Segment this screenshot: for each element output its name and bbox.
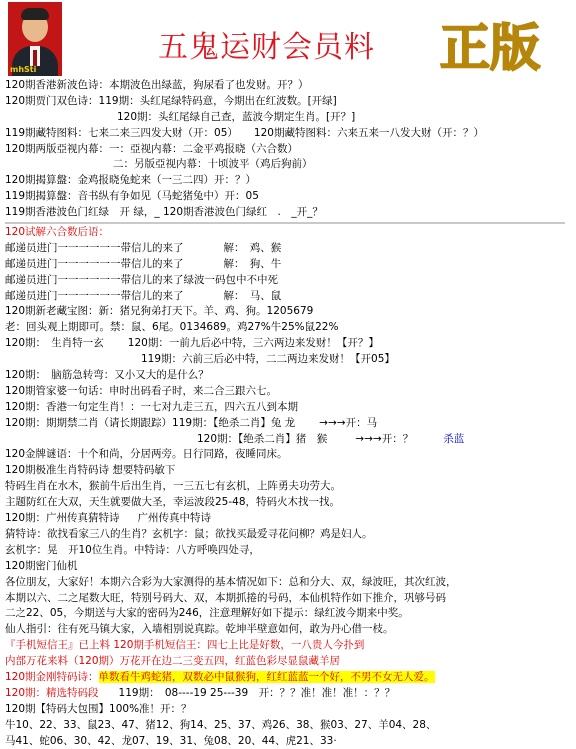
text-segment: 杀蓝 <box>443 432 465 445</box>
text-segment: →→→开：马 <box>319 416 378 429</box>
text-line: 特码生肖在水木，猴前牛后出生肖，一三五七有玄机，上阵勇夫功劳大。 <box>5 480 341 493</box>
text-line: 119期：六前三后必中特，二二两边来发财！【开05】 <box>141 353 395 366</box>
avatar <box>8 2 62 76</box>
text-line: 120金牌谜语：十个和尚，分居两旁。日行同路，夜睡同床。 <box>5 448 288 461</box>
text-line <box>5 126 573 142</box>
text-segment: 解： 鸡、猴 <box>223 241 282 254</box>
text-line: 仙人指引：往有死马镇大家，入墙相别说真踪。乾坤半壁意如何，敢为丹心借一枝。 <box>5 623 394 636</box>
text-segment: 120期： 生肖特一玄 <box>5 337 104 350</box>
text-segment: 邮递员进门一一一一一一带信儿的来了 <box>5 289 184 302</box>
text-line <box>5 511 573 527</box>
text-line <box>5 289 573 305</box>
section-divider <box>5 222 565 224</box>
text-line: 猜特诗：欲找看家三八的生肖？玄机字：鼠；欲找买最爱寻花问柳？鸡是妇人。 <box>5 527 373 540</box>
text-line <box>5 432 573 448</box>
text-line: 主题防红在大双，天生就要做大圣，幸运波段25-48，特码火木找一找。 <box>5 496 341 509</box>
text-line: 120期： 脑筋急转弯：又小又大的是什么？ <box>5 369 209 382</box>
text-line: 120期极准生肖特码诗 想要特码敏下 <box>5 464 176 477</box>
text-line: 120期：香港一句定生肖！：一七对九走三五，四六五八到本期 <box>5 400 299 413</box>
text-segment: 解： 狗、牛 <box>223 257 282 270</box>
text-line <box>5 416 573 432</box>
text-segment: →→→开：？ <box>355 432 414 445</box>
avatar-tie <box>33 50 37 66</box>
text-line: 玄机字：晃 开10位生肖。中特诗：八方呼唤四处寻， <box>5 543 260 556</box>
text-line: 老：回头观上期即可。禁：鼠、6尾。0134689。鸡27%牛25%鼠22% <box>5 321 339 334</box>
avatar-hair <box>21 8 49 20</box>
page-title: 五鬼运财会员料 <box>158 30 375 65</box>
text-segment: 120期：期期禁二肖（请长期跟踪）119期：【绝杀二肖】兔 龙 <box>5 416 296 429</box>
text-line: 牛10、22、33、鼠23、47、猪12、狗14、25、37、鸡26、38、猴03、27、羊04、28、 <box>5 718 437 731</box>
text-line: 120期密门仙机 <box>5 559 78 572</box>
text-line: 马41、蛇06、30、42、龙07、19、31、兔08、20、44、虎21、33· <box>5 734 337 747</box>
text-line: 120期：头红尾绿自己查，蓝波今期定生肖。[开？] <box>117 110 356 123</box>
text-line: 120期香港新波色诗：本期波色出绿蓝，狗尿看了也发财。开？） <box>5 79 309 91</box>
text-line: 邮递员进门一一一一一一带信儿的来了绿波一码包中不中死 <box>5 273 278 286</box>
avatar-watermark: mhSti <box>10 65 37 74</box>
text-segment: 解： 马、鼠 <box>223 289 282 302</box>
text-segment: 120期：【绝杀二肖】猪 猴 <box>197 432 328 445</box>
text-segment: 120期：广州传真猜特诗 <box>5 512 120 525</box>
text-line: 120期两版亞视内幕：一：亞视内幕：二金平鸡报晓（六合数） <box>5 142 299 155</box>
text-line <box>5 241 573 257</box>
text-segment: 120期：精选特码段 <box>5 686 99 699</box>
text-segment: 120期金刚特码诗： <box>5 670 99 683</box>
text-line <box>5 670 573 686</box>
text-segment: 120期藏特图料：六来五来一八发大财（开：？） <box>253 126 484 139</box>
text-segment: 邮递员进门一一一一一一带信儿的来了 <box>5 257 184 270</box>
text-line <box>5 336 573 352</box>
text-segment: 120期：一前九后必中特，三六两边来发财！【开？】 <box>127 337 379 350</box>
text-line: 『手机短信王』已上料 120期手机短信王：四七上比是好数，一八贵人今扑到 <box>5 639 365 652</box>
page-header <box>0 0 576 80</box>
text-line: 本期以六、二之尾数大旺，特别号码大、双，本期抓捲的号码，本仙机特作如下推介，巩够号码 <box>5 591 446 604</box>
text-line: 120期揭算盤：金鸡报晓兔蛇来（一三二四）开：？） <box>5 174 257 187</box>
text-line: 内部万花来料（120期）万花开在边二三变五四，红蓝色彩尽显鼠藏羊居 <box>5 655 341 668</box>
text-line: 各位朋友，大家好！本期六合彩为大家测得的基本情况如下：总和分大、双，绿波旺，其次红波， <box>5 575 457 588</box>
text-line: 120期管家婆一句话：申时出码看子时，来二合三跟六七。 <box>5 384 278 397</box>
text-segment: 广州传真中特诗 <box>137 512 212 525</box>
text-line: 二：另版亞视内幕：十顷波平（鸡后狗前） <box>113 158 313 171</box>
text-line: 二之22、05，今期送与大家的密码为246，注意理解好如下提示：绿红波今期来中奖。 <box>5 607 409 620</box>
text-line <box>5 686 573 702</box>
text-segment: 邮递员进门一一一一一一带信儿的来了 <box>5 241 184 254</box>
text-segment: 119期： 08----19 25---39 开：？？准！准！准！：？？ <box>118 686 396 699</box>
text-line: 119期揭算盤：音书纵有争如见（马蛇猪兔中）开：05 <box>5 190 259 203</box>
section-heading: 120试解六合数后语： <box>5 226 110 239</box>
text-line: 120期贾门双色诗：119期：头红尾绿特码意，今期出在红波数。[开绿] <box>5 94 337 107</box>
highlighted-text: 单数看牛鸡蛇猪，双数必中鼠猴狗，红红蓝蓝一个好，不男不女无人爱。 <box>98 670 435 683</box>
text-line: 119期香港波色门红绿 开 绿，_ 120期香港波色门绿红 . _开_？ <box>5 206 323 219</box>
text-line <box>5 257 573 273</box>
document-body <box>5 78 573 749</box>
text-line: 120期新老藏宝图：新：猪兄狗弟打天下。羊、鸡、狗。1205679 <box>5 305 314 318</box>
text-segment: 119期藏特图料：七来二来三四发大财（开：05） <box>5 126 238 139</box>
genuine-badge: 正版 <box>440 19 540 77</box>
text-line: 120期【特码大包围】100%准！开：？ <box>5 702 192 715</box>
